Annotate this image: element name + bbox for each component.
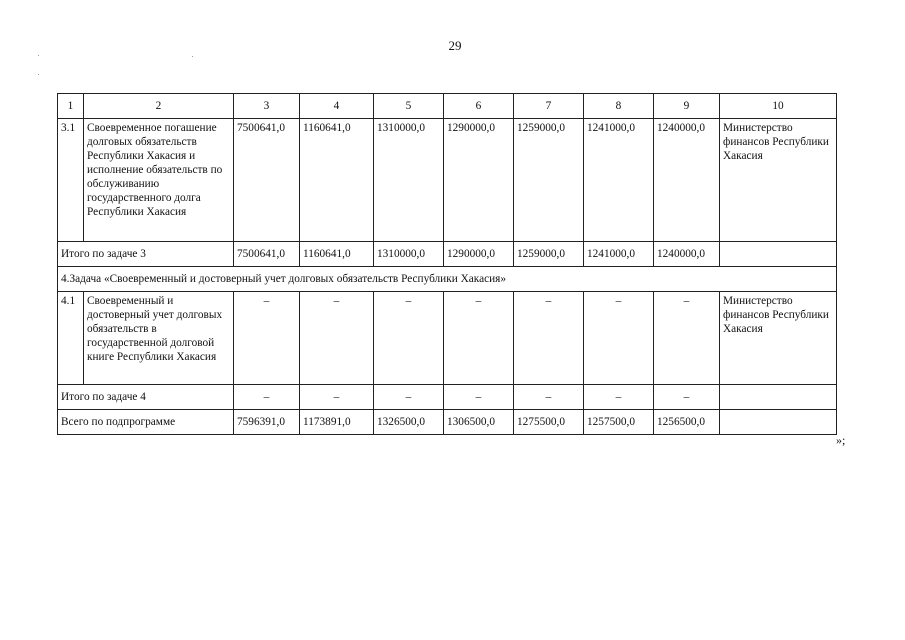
row-index: 4.1: [58, 292, 84, 385]
activity-name: Своевременное погашение долговых обязательств Республики Хакасия и исполнение обязательств по обслуживанию государственного долга Республики Хакасия: [84, 119, 234, 242]
executor-cell: Министерство финансов Республики Хакасия: [720, 292, 837, 385]
header-cell: 6: [444, 94, 514, 119]
value-cell: 1160641,0: [300, 119, 374, 242]
value-cell: 1240000,0: [654, 242, 720, 267]
value-cell: –: [300, 292, 374, 385]
executor-cell: Министерство финансов Республики Хакасия: [720, 119, 837, 242]
value-cell: 1290000,0: [444, 242, 514, 267]
value-cell: –: [514, 385, 584, 410]
total-row: [58, 385, 837, 410]
page-number: 29: [448, 38, 462, 53]
table-row: [58, 292, 837, 385]
value-cell: 7500641,0: [234, 242, 300, 267]
value-cell: –: [374, 292, 444, 385]
table-header-row: [58, 94, 837, 119]
empty-cell: [720, 410, 837, 435]
task-heading: 4.Задача «Своевременный и достоверный учет долговых обязательств Республики Хакасия»: [58, 267, 837, 292]
value-cell: –: [300, 385, 374, 410]
empty-cell: [720, 242, 837, 267]
value-cell: 1306500,0: [444, 410, 514, 435]
row-index: 3.1: [58, 119, 84, 242]
value-cell: –: [374, 385, 444, 410]
value-cell: 1310000,0: [374, 242, 444, 267]
empty-cell: [720, 385, 837, 410]
value-cell: 1173891,0: [300, 410, 374, 435]
table-row: [58, 119, 837, 242]
grand-total-row: [58, 410, 837, 435]
value-cell: 1241000,0: [584, 242, 654, 267]
value-cell: –: [234, 292, 300, 385]
value-cell: –: [654, 292, 720, 385]
value-cell: 1160641,0: [300, 242, 374, 267]
header-cell: 3: [234, 94, 300, 119]
scan-speck: [192, 56, 193, 57]
value-cell: 1240000,0: [654, 119, 720, 242]
activity-name: Своевременный и достоверный учет долговых обязательств в государственной долговой книге Республики Хакасия: [84, 292, 234, 385]
value-cell: –: [654, 385, 720, 410]
value-cell: –: [234, 385, 300, 410]
closing-quote-mark: »;: [836, 433, 846, 447]
task-heading-row: [58, 267, 837, 292]
total-label: Итого по задаче 3: [58, 242, 234, 267]
header-cell: 7: [514, 94, 584, 119]
header-cell: 5: [374, 94, 444, 119]
header-cell: 1: [58, 94, 84, 119]
header-cell: 2: [84, 94, 234, 119]
value-cell: 1290000,0: [444, 119, 514, 242]
value-cell: 1259000,0: [514, 119, 584, 242]
value-cell: 1310000,0: [374, 119, 444, 242]
value-cell: 7500641,0: [234, 119, 300, 242]
value-cell: 1275500,0: [514, 410, 584, 435]
value-cell: 1256500,0: [654, 410, 720, 435]
total-label: Итого по задаче 4: [58, 385, 234, 410]
header-cell: 9: [654, 94, 720, 119]
value-cell: –: [444, 292, 514, 385]
value-cell: –: [514, 292, 584, 385]
value-cell: –: [584, 292, 654, 385]
total-row: [58, 242, 837, 267]
budget-table: [57, 93, 837, 435]
value-cell: 7596391,0: [234, 410, 300, 435]
scan-speck: [38, 55, 39, 56]
header-cell: 10: [720, 94, 837, 119]
total-label: Всего по подпрограмме: [58, 410, 234, 435]
value-cell: 1326500,0: [374, 410, 444, 435]
value-cell: 1257500,0: [584, 410, 654, 435]
header-cell: 8: [584, 94, 654, 119]
scan-speck: [38, 74, 39, 75]
value-cell: 1259000,0: [514, 242, 584, 267]
header-cell: 4: [300, 94, 374, 119]
value-cell: –: [584, 385, 654, 410]
value-cell: –: [444, 385, 514, 410]
value-cell: 1241000,0: [584, 119, 654, 242]
